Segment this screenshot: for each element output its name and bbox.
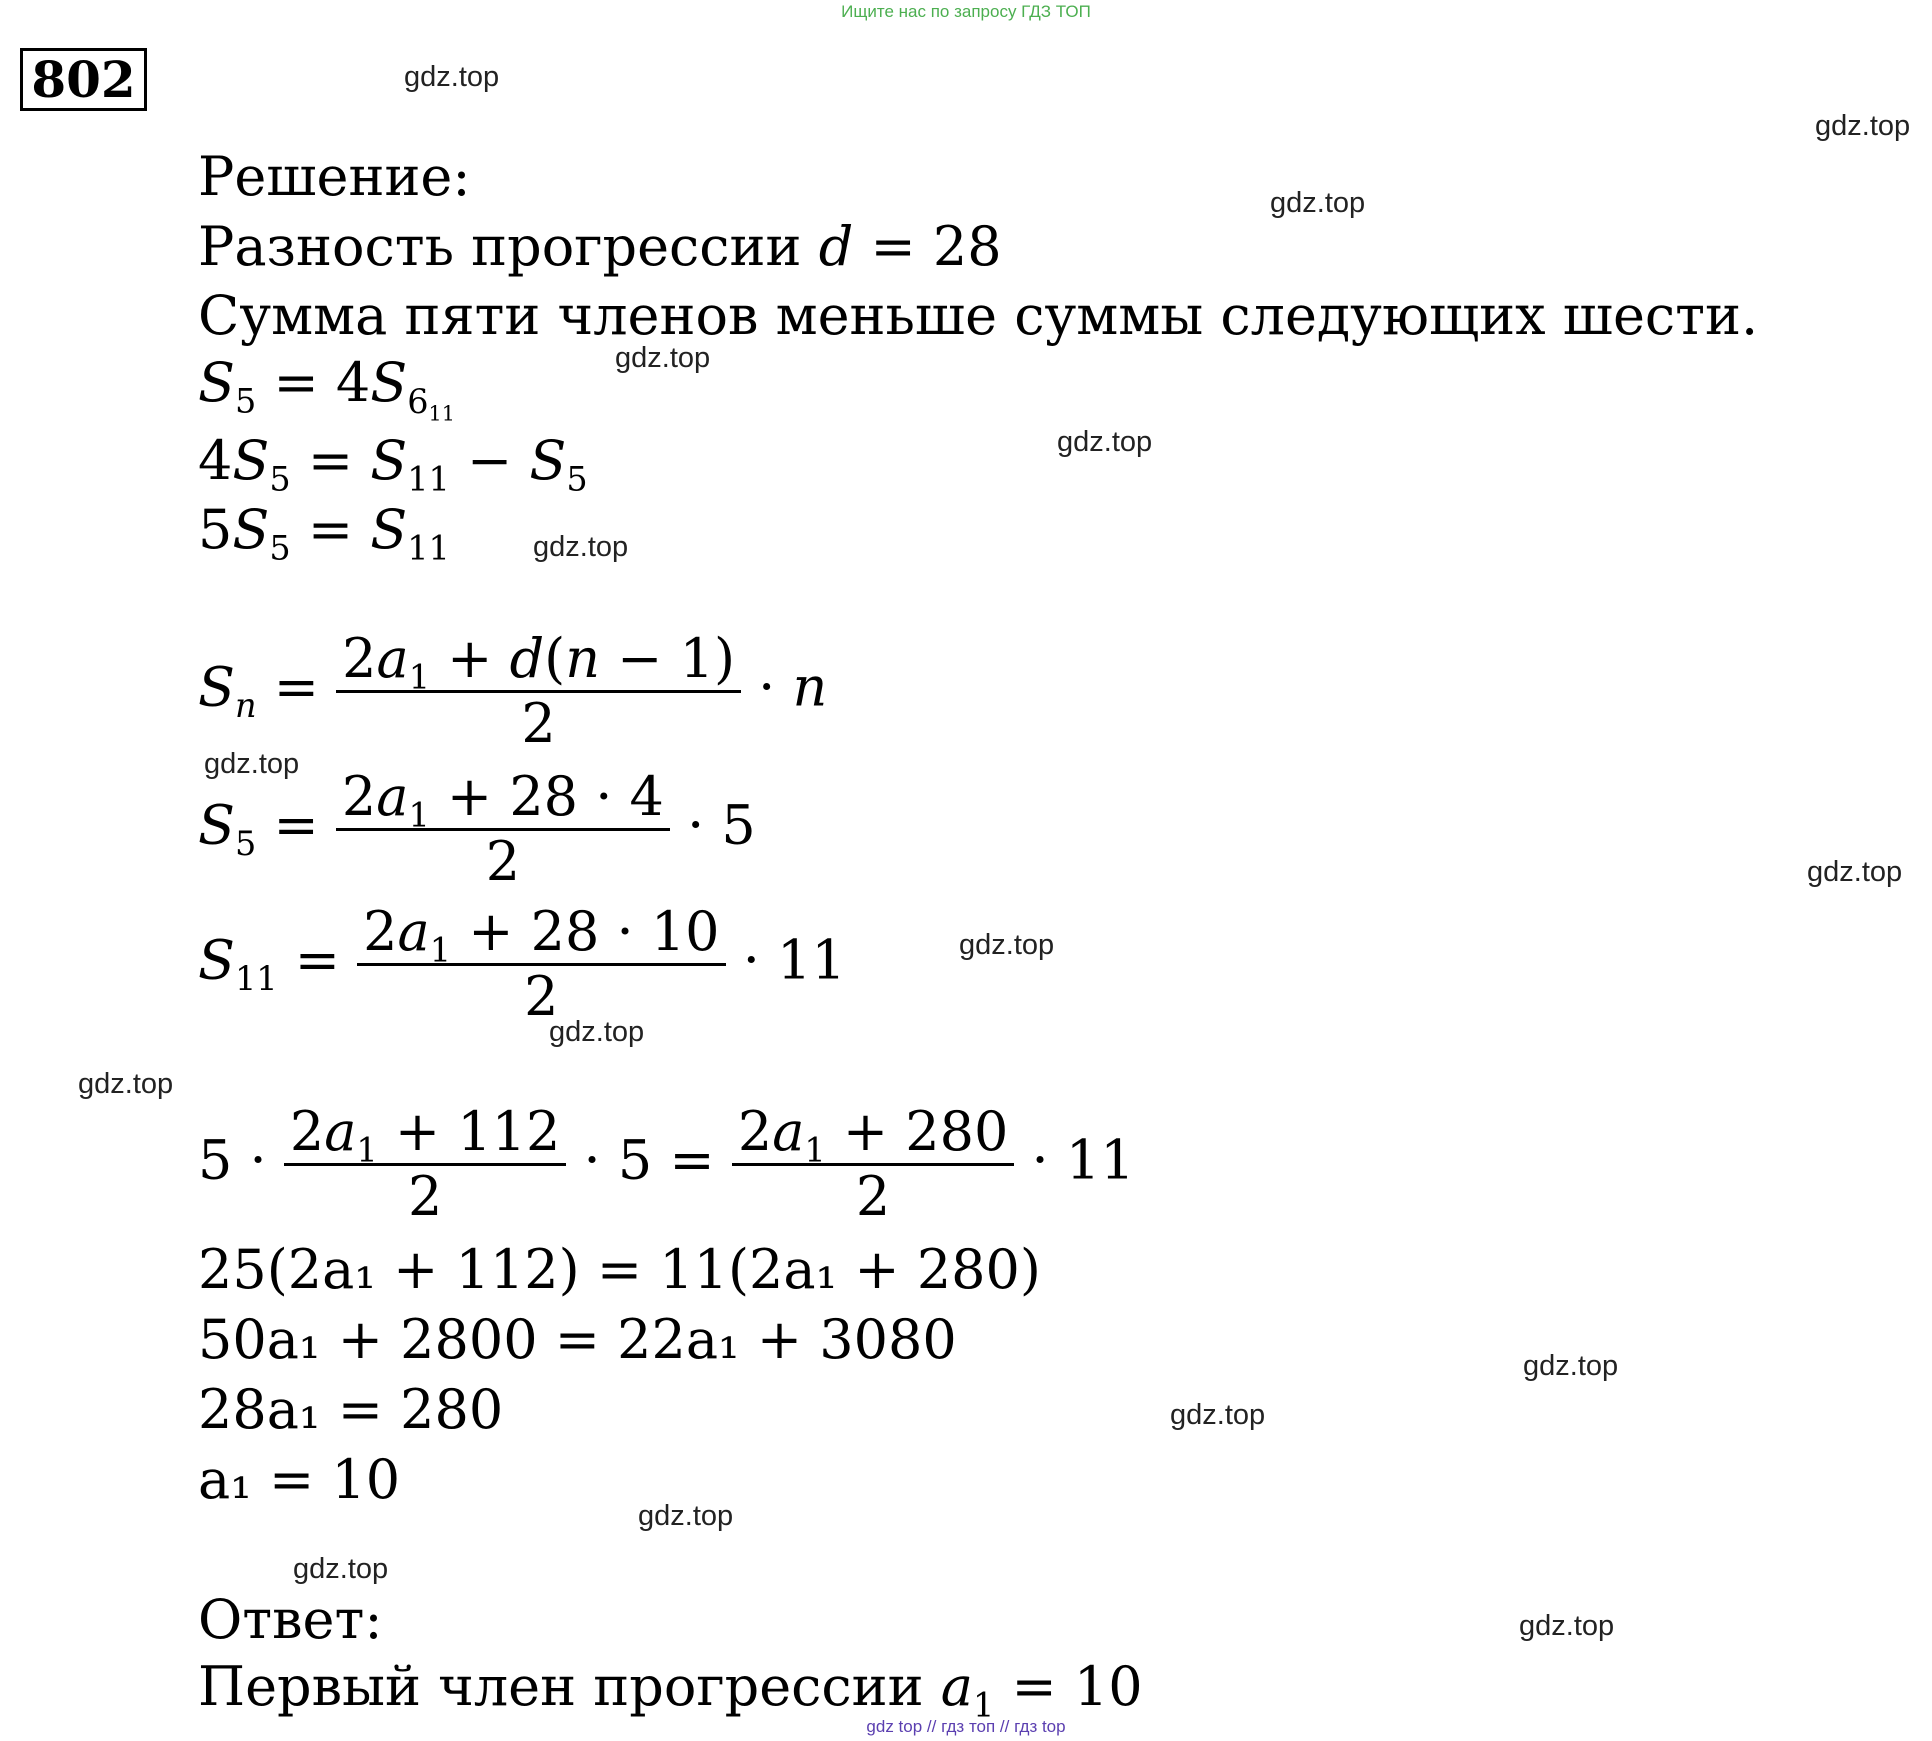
- comb-right-fraction: $\frac{2a_1 + 280}{2}$: [732, 1105, 1015, 1224]
- equation-4s5: $4S_5 = S_{11} - S_5$: [198, 429, 588, 499]
- watermark: gdz.top: [549, 1016, 645, 1048]
- s5-fraction: $\frac{2a_1 + 28 \cdot 4}{2}$: [336, 770, 670, 889]
- top-banner: Ищите нас по запросу ГДЗ ТОП: [841, 2, 1091, 21]
- simplify-equation: 28a₁ = 280: [198, 1378, 504, 1441]
- s5-mult: · 5: [687, 793, 756, 857]
- difference-value: = 28: [870, 215, 1002, 278]
- s11-num-rest: + 28 · 10: [468, 900, 720, 963]
- comb-mid: · 5 =: [583, 1128, 715, 1192]
- answer-heading: Ответ:: [198, 1588, 383, 1651]
- watermark: gdz.top: [1807, 856, 1903, 888]
- comb-left-fraction: $\frac{2a_1 + 112}{2}$: [284, 1105, 567, 1224]
- sn-fraction: $\frac{2a_1 + d(n - 1)}{2}$: [336, 632, 741, 751]
- result-equation: a₁ = 10: [198, 1448, 401, 1511]
- watermark: gdz.top: [615, 342, 711, 374]
- s11-mult: · 11: [742, 928, 846, 992]
- equation-s5-4s6: $S_5 = 4S_{6_{11}}$: [198, 351, 455, 425]
- condition-line: Сумма пяти членов меньше суммы следующих шести.: [198, 284, 1759, 347]
- solution-heading: Решение:: [198, 145, 471, 208]
- watermark: gdz.top: [959, 929, 1055, 961]
- s11-fraction: $\frac{2a_1 + 28 \cdot 10}{2}$: [357, 905, 725, 1024]
- watermark: gdz.top: [1519, 1610, 1615, 1642]
- s11-formula: $S_{11}$ = $\frac{2a_1 + 28 \cdot 10}{2}$ · 11: [198, 900, 846, 1028]
- comb-right-num-rest: + 280: [842, 1100, 1009, 1163]
- difference-line: Разность прогрессии d = 28: [198, 215, 1002, 278]
- watermark: gdz.top: [293, 1553, 389, 1585]
- answer-line: Первый член прогрессии $a_1 = 10$: [198, 1655, 1143, 1725]
- comb-lead: 5 ·: [198, 1128, 267, 1192]
- watermark: gdz.top: [1270, 187, 1366, 219]
- watermark: gdz.top: [533, 531, 629, 563]
- eq2-lhs: 4: [198, 429, 233, 492]
- comb-end: · 11: [1031, 1128, 1135, 1192]
- watermark: gdz.top: [78, 1068, 174, 1100]
- watermark: gdz.top: [1523, 1350, 1619, 1382]
- comb-left-num-rest: + 112: [394, 1100, 561, 1163]
- footer-links[interactable]: gdz top // гдз топ // гдз top: [866, 1717, 1066, 1736]
- problem-number: 802: [20, 48, 147, 111]
- watermark: gdz.top: [204, 748, 300, 780]
- watermark: gdz.top: [638, 1500, 734, 1532]
- eq1-rhs: = 4: [273, 351, 371, 414]
- watermark: gdz.top: [1057, 426, 1153, 458]
- answer-value: = 10: [1011, 1655, 1143, 1718]
- expand2-equation: 50a₁ + 2800 = 22a₁ + 3080: [198, 1308, 957, 1371]
- eq3-lhs: 5: [198, 498, 233, 561]
- difference-label: Разность прогрессии: [198, 215, 802, 278]
- watermark: gdz.top: [404, 61, 500, 93]
- expand-equation: 25(2a₁ + 112) = 11(2a₁ + 280): [198, 1238, 1041, 1301]
- s5-num-rest: + 28 · 4: [446, 765, 664, 828]
- s5-formula: $S_5$ = $\frac{2a_1 + 28 \cdot 4}{2}$ · 5: [198, 765, 756, 893]
- sn-formula: $S_n$ = $\frac{2a_1 + d(n - 1)}{2}$ · n: [198, 627, 828, 755]
- watermark: gdz.top: [1170, 1399, 1266, 1431]
- answer-text: Первый член прогрессии: [198, 1655, 924, 1718]
- watermark: gdz.top: [1815, 110, 1911, 142]
- combined-equation: [198, 1100, 1135, 1228]
- equation-5s5: $5S_5 = S_{11}$: [198, 498, 450, 568]
